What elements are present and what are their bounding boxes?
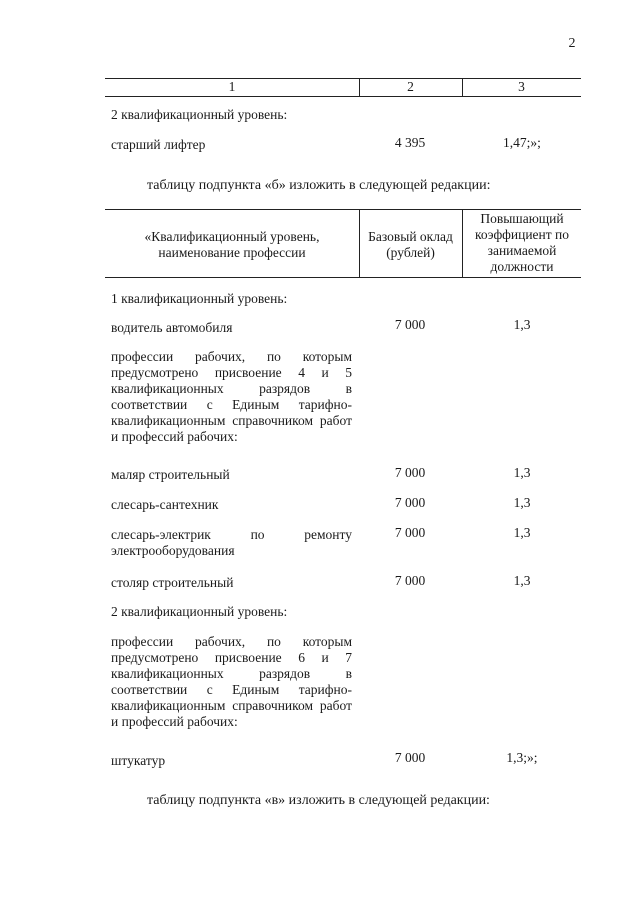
row-profession-label: маляр строительный xyxy=(111,467,230,482)
table2-header-coefficient: Повышающий коэффициент по занимаемой должности xyxy=(474,211,570,274)
row-salary: 7 000 xyxy=(394,317,426,332)
table2-header-bottom-border xyxy=(105,277,581,278)
table2-header-salary: Базовый оклад (рублей) xyxy=(368,229,453,260)
table1-level-heading: 2 квалификационный уровень: xyxy=(111,107,288,122)
row-coefficient: 1,3 xyxy=(513,573,531,588)
table1-header-bottom-border xyxy=(105,96,581,97)
level-1-heading: 1 квалификационный уровень: xyxy=(111,291,288,306)
row-salary: 7 000 xyxy=(394,525,426,540)
profession-group-description: профессии рабочих, по которым предусмотрено присвоение 4 и 5 квалификационных разрядов в соответствии с Единым тарифно-квалификационным справочником работ и профессий рабочих: xyxy=(111,349,352,444)
table1-col-number-2: 2 xyxy=(407,79,414,94)
row-salary: 7 000 xyxy=(394,573,426,588)
row-profession-label: штукатур xyxy=(111,753,166,768)
table1-col-number-3: 3 xyxy=(518,79,525,94)
row-salary: 7 000 xyxy=(394,495,426,510)
row-profession-label: старший лифтер xyxy=(111,137,206,152)
intro-paragraph-b: таблицу подпункта «б» изложить в следующей редакции: xyxy=(147,178,491,193)
page-number: 2 xyxy=(568,36,576,51)
table1-col-number-1: 1 xyxy=(228,79,236,94)
row-profession-label: слесарь-электрик по ремонту электрооборудования xyxy=(111,527,352,558)
row-coefficient: 1,3 xyxy=(513,495,531,510)
profession-group-description: профессии рабочих, по которым предусмотрено присвоение 6 и 7 квалификационных разрядов в соответствии с Единым тарифно-квалификационным справочником работ и профессий рабочих: xyxy=(111,634,352,729)
row-salary: 7 000 xyxy=(394,750,426,765)
level-2-heading: 2 квалификационный уровень: xyxy=(111,604,288,619)
row-salary: 4 395 xyxy=(394,135,426,150)
row-profession-label: столяр строительный xyxy=(111,575,234,590)
row-salary: 7 000 xyxy=(394,465,426,480)
row-profession-label: водитель автомобиля xyxy=(111,320,233,335)
intro-paragraph-v: таблицу подпункта «в» изложить в следующей редакции: xyxy=(147,793,490,808)
row-coefficient: 1,3;»; xyxy=(506,750,538,765)
row-coefficient: 1,47;»; xyxy=(503,135,541,150)
row-coefficient: 1,3 xyxy=(513,465,531,480)
table2-header-profession: «Квалификационный уровень, наименование профессии xyxy=(144,229,320,260)
table2-divider-2 xyxy=(462,209,463,277)
table2-divider-1 xyxy=(359,209,360,277)
row-coefficient: 1,3 xyxy=(513,525,531,540)
row-coefficient: 1,3 xyxy=(513,317,531,332)
table2-top-border xyxy=(105,209,581,210)
row-profession-label: слесарь-сантехник xyxy=(111,497,219,512)
